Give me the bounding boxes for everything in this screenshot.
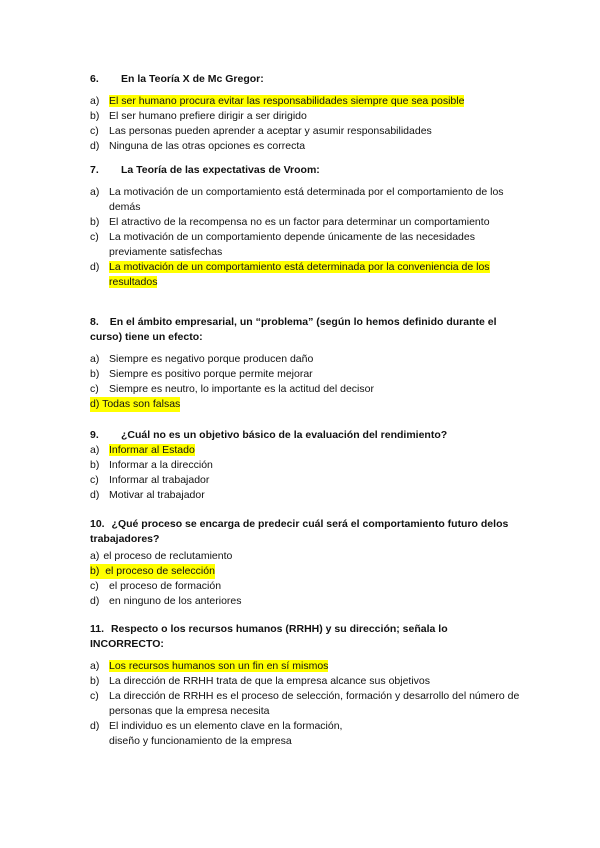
option-b: b) El atractivo de la recompensa no es un factor para determinar un comportamiento	[90, 216, 490, 228]
highlighted-answer: Los recursos humanos son un fin en sí mismos	[109, 660, 329, 672]
option-c: c) el proceso de formación	[90, 580, 222, 592]
question-number: 9.	[90, 429, 99, 441]
highlighted-answer: El ser humano procura evitar las responsabilidades siempre que sea posible	[109, 95, 465, 107]
option-d: d) en ninguno de los anteriores	[90, 595, 242, 607]
question-number: 11.	[90, 623, 105, 635]
option-d: d) Ninguna de las otras opciones es correcta	[90, 140, 306, 152]
question-7	[90, 163, 520, 290]
option-b: b) El ser humano prefiere dirigir a ser dirigido	[90, 110, 307, 122]
option-c: c) La dirección de RRHH es el proceso de selección, formación y desarrollo del número de personas que la empresa necesita	[90, 690, 520, 717]
option-a: a) el proceso de reclutamiento	[90, 550, 233, 562]
question-8	[90, 315, 520, 412]
question-title	[90, 163, 520, 178]
question-text: Respecto o los recursos humanos (RRHH) y su dirección; señala lo INCORRECTO:	[90, 623, 448, 650]
option-c: c) Informar al trabajador	[90, 474, 210, 486]
question-6	[90, 72, 520, 154]
options-list	[90, 352, 520, 412]
option-a: a) Informar al Estado	[90, 444, 195, 456]
option-d: d) El individuo es un elemento clave en la formación, diseño y funcionamiento de la empresa	[90, 720, 343, 747]
option-c: c) La motivación de un comportamiento depende únicamente de las necesidades previamente satisfechas	[90, 231, 475, 258]
question-number: 6.	[90, 73, 99, 85]
option-c: c) Siempre es neutro, lo importante es la actitud del decisor	[90, 383, 374, 395]
option-b: b) Informar a la dirección	[90, 459, 213, 471]
question-title	[90, 72, 520, 87]
question-text: La Teoría de las expectativas de Vroom:	[121, 164, 320, 176]
option-c: c) Las personas pueden aprender a aceptar y asumir responsabilidades	[90, 125, 432, 137]
options-list	[90, 443, 520, 503]
question-title	[90, 428, 520, 443]
highlighted-answer: Informar al Estado	[109, 444, 195, 456]
option-d: d) La motivación de un comportamiento está determinada por la conveniencia de los resultados	[90, 261, 490, 288]
option-a: a) Los recursos humanos son un fin en sí mismos	[90, 660, 329, 672]
question-text: ¿Qué proceso se encarga de predecir cuál será el comportamiento futuro delos trabajadores?	[90, 518, 509, 545]
option-a: a) Siempre es negativo porque producen daño	[90, 353, 314, 365]
question-text: ¿Cuál no es un objetivo básico de la evaluación del rendimiento?	[121, 429, 448, 441]
question-11	[90, 622, 520, 749]
options-list	[90, 94, 520, 154]
question-text: En el ámbito empresarial, un “problema” (según lo hemos definido durante el curso) tiene un efecto:	[90, 316, 497, 343]
question-title	[90, 517, 520, 547]
question-number: 10.	[90, 518, 105, 530]
option-b: b) Siempre es positivo porque permite mejorar	[90, 368, 313, 380]
options-list	[90, 659, 520, 749]
option-a: a) El ser humano procura evitar las responsabilidades siempre que sea posible	[90, 95, 465, 107]
option-d: d) Motivar al trabajador	[90, 489, 205, 501]
highlighted-answer: d) Todas son falsas	[90, 398, 181, 410]
question-number: 8.	[90, 316, 99, 328]
options-list	[90, 549, 520, 609]
question-title	[90, 315, 520, 345]
highlighted-answer: La motivación de un comportamiento está determinada por la conveniencia de los resultados	[109, 261, 490, 288]
option-a: a) La motivación de un comportamiento está determinada por el comportamiento de los demás	[90, 186, 504, 213]
question-10	[90, 517, 520, 609]
question-9	[90, 428, 520, 503]
option-b: b) La dirección de RRHH trata de que la empresa alcance sus objetivos	[90, 675, 431, 687]
highlighted-answer: b) el proceso de selección	[90, 565, 215, 577]
options-list	[90, 185, 520, 290]
option-d	[90, 397, 520, 412]
question-text: En la Teoría X de Mc Gregor:	[121, 73, 264, 85]
question-number: 7.	[90, 164, 99, 176]
option-b	[90, 564, 520, 579]
question-title	[90, 622, 520, 652]
